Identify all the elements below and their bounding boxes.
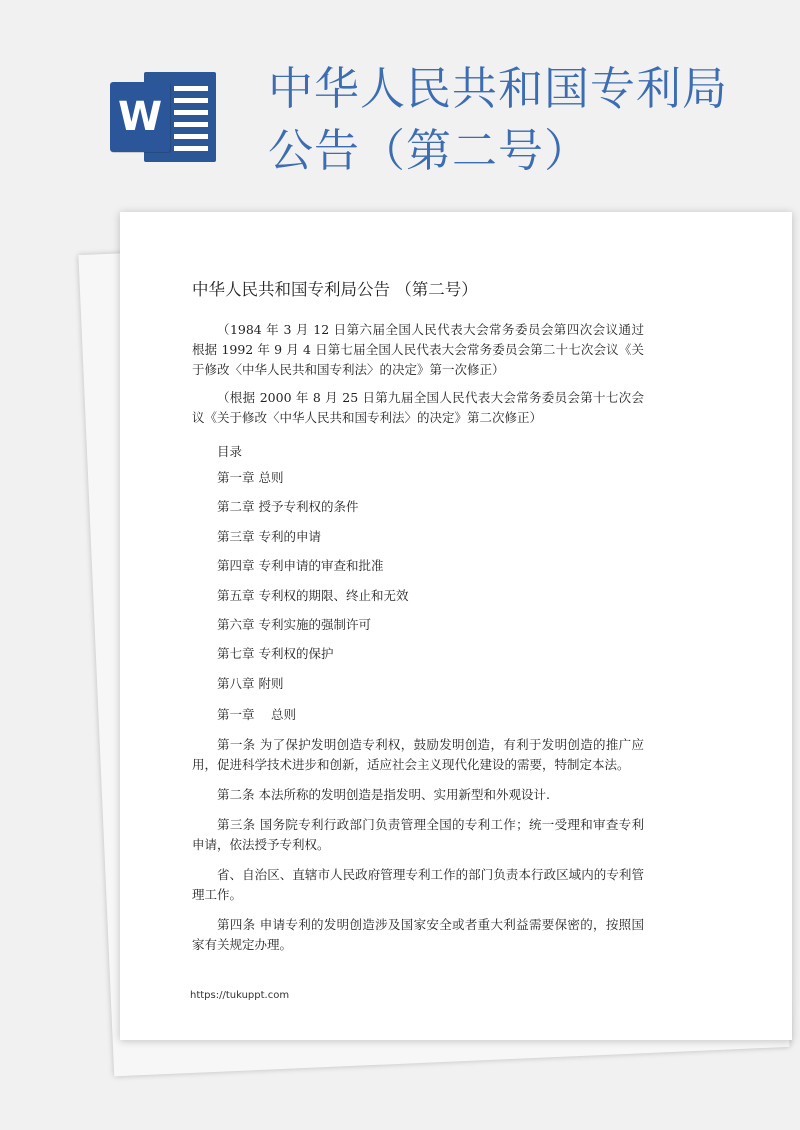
toc-item: 第三章 专利的申请: [217, 528, 321, 544]
table-of-contents: [192, 442, 644, 703]
article-paragraph: 第三条 国务院专利行政部门负责管理全国的专利工作；统一受理和审查专利申请，依法授予专利权。: [192, 817, 644, 853]
article-paragraph: 第四条 申请专利的发明创造涉及国家安全或者重大利益需要保密的，按照国家有关规定办理。: [192, 917, 644, 953]
article-paragraph: 第二条 本法所称的发明创造是指发明、实用新型和外观设计.: [217, 787, 550, 803]
toc-item: 第七章 专利权的保护: [217, 646, 334, 662]
toc-item: 第四章 专利申请的审查和批准: [217, 558, 384, 574]
document-title: 中华人民共和国专利局公告 （第二号）: [192, 280, 478, 299]
chapter-heading: 第一章 总则: [217, 707, 296, 723]
document-page: [120, 212, 792, 1040]
word-document-icon: [110, 72, 216, 162]
page-title-line-2: 公告（第二号）: [268, 124, 591, 177]
page-title-line-1: 中华人民共和国专利局: [268, 62, 729, 115]
toc-item: 第二章 授予专利权的条件: [217, 499, 359, 515]
preamble-paragraph-1: （1984 年 3 月 12 日第六届全国人民代表大会常务委员会第四次会议通过 根据 1992 年 9 月 4 日第七届全国人民代表大会常务委员会第二十七次会议《关于修改〈中华人民共和国专利法〉的决定》第一次修正）: [192, 322, 644, 377]
word-logo-letter: W: [110, 82, 170, 152]
document-body: [192, 280, 644, 963]
toc-heading: 目录: [217, 444, 243, 459]
toc-item: 第五章 专利权的期限、终止和无效: [217, 587, 409, 603]
toc-item: 第八章 附则: [217, 675, 284, 691]
article-paragraph: 省、自治区、直辖市人民政府管理专利工作的部门负责本行政区域内的专利管理工作。: [192, 867, 644, 903]
toc-item: 第六章 专利实施的强制许可: [217, 616, 371, 632]
article-paragraph: 第一条 为了保护发明创造专利权，鼓励发明创造，有利于发明创造的推广应用，促进科学技术进步和创新，适应社会主义现代化建设的需要，特制定本法。: [192, 737, 644, 773]
footer-link[interactable]: https://tukuppt.com: [190, 990, 290, 1001]
preamble-paragraph-2: （根据 2000 年 8 月 25 日第九届全国人民代表大会常务委员会第十七次会议《关于修改〈中华人民共和国专利法〉的决定》第二次修正）: [192, 390, 644, 425]
page-title: [268, 58, 788, 182]
toc-item: 第一章 总则: [217, 470, 284, 485]
